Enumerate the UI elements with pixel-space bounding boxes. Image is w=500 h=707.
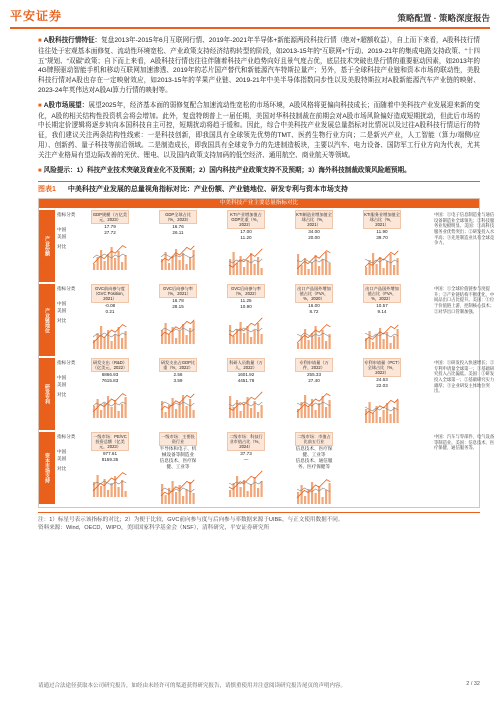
trend-minichart	[363, 243, 401, 277]
page-number: 2 / 32	[466, 681, 480, 687]
trend-bar	[229, 396, 231, 418]
trend-bar	[100, 486, 102, 497]
trend-minichart	[227, 312, 265, 346]
comparison-figure	[38, 198, 495, 508]
figure-banner: 中美科技产业主要总量指标对比	[39, 199, 479, 208]
indicator-header: GVC后向参与率（%，2021）	[159, 284, 197, 298]
trend-bar	[369, 260, 371, 275]
trend-minichart	[227, 243, 265, 277]
trend-bar	[397, 329, 399, 349]
trend-bar	[193, 410, 195, 418]
china-value: 977.61	[102, 451, 118, 457]
trend-bar	[250, 408, 252, 418]
trend-bar	[121, 262, 123, 270]
trend-bar	[386, 261, 388, 275]
trend-bar	[175, 409, 177, 418]
trend-bar	[168, 263, 170, 270]
trend-bar	[186, 489, 188, 504]
section-label: 产业份额	[39, 210, 55, 282]
indicator-header: 出口产品国外增加值占比（FVA，%，2022）	[363, 284, 401, 303]
trend-bar	[125, 397, 127, 418]
trend-bar	[168, 334, 170, 344]
trend-bar	[254, 330, 256, 344]
trend-minichart	[295, 386, 333, 420]
indicator-header: 一级市场：主要投资行业	[159, 432, 197, 446]
indicator-column	[363, 358, 401, 425]
trend-bar	[189, 399, 191, 418]
trend-minichart	[227, 465, 265, 499]
us-value: 8159.35	[101, 457, 119, 463]
indicator-column	[91, 432, 129, 499]
us-value: 信息技术、通信服务、医疗保健等	[295, 458, 333, 470]
china-value: 37.73	[240, 451, 252, 457]
trend-bar	[304, 258, 306, 275]
trend-bar	[175, 338, 177, 344]
report-body	[38, 36, 495, 532]
indicator-header: 专利申请量（万件，2022）	[295, 358, 333, 372]
indicator-column	[363, 284, 401, 351]
china-value: 24.63	[376, 377, 388, 383]
china-value: 1601.92	[237, 372, 255, 378]
trend-bar	[247, 491, 249, 497]
indicator-column	[159, 358, 197, 420]
row-header: 中国	[57, 449, 67, 455]
trend-bar	[315, 410, 317, 418]
row-header: 对比	[57, 466, 67, 472]
trend-bar	[393, 336, 395, 349]
trend-bar	[240, 487, 242, 497]
trend-bar	[257, 257, 259, 275]
source-text: 资料来源：Wind，OECD，WIPO，美国国家科学基金会（NSF），清科研究，平安证券研究所	[38, 525, 270, 532]
trend-bar	[107, 490, 109, 497]
china-value: 10.57	[376, 303, 388, 309]
trend-bar	[372, 413, 374, 423]
trend-bar	[243, 404, 245, 418]
bullet-icon: ■	[38, 167, 42, 174]
indicator-header: 一级市场：PE/VC投资总额（亿美元，2023）	[91, 432, 129, 451]
trend-minichart	[91, 386, 129, 420]
indicator-header: GVC前向参与度（GVC Position，2021）	[91, 284, 129, 303]
trend-bar	[229, 490, 231, 497]
trend-bar	[93, 264, 95, 270]
trend-bar	[322, 497, 324, 504]
company-logo: 平安证券	[10, 9, 63, 23]
trend-bar	[104, 337, 106, 349]
report-type: 策略配置 · 策略深度报告	[397, 13, 490, 23]
indicator-header: 二级市场：科技行业市值占比（%，2024）	[227, 432, 265, 451]
trend-bar	[369, 331, 371, 349]
para-lead: 风险提示：	[43, 166, 77, 174]
trend-bar	[376, 335, 378, 349]
trend-bar	[261, 481, 263, 497]
trend-bar	[301, 265, 303, 275]
trend-bar	[254, 477, 256, 497]
trend-bar	[379, 417, 381, 423]
indicator-column	[91, 358, 129, 420]
trend-bar	[243, 267, 245, 275]
trend-bar	[100, 326, 102, 349]
trend-bar	[261, 268, 263, 275]
row-header: 美国	[57, 308, 67, 314]
china-value: 17.79	[104, 224, 116, 230]
trend-minichart	[91, 238, 129, 272]
trend-bar	[318, 486, 320, 504]
trend-bar	[236, 476, 238, 497]
us-value: 11.20	[240, 235, 252, 241]
indicator-column	[159, 432, 197, 506]
trend-bar	[247, 326, 249, 344]
trend-bar	[182, 253, 184, 270]
trend-bar	[111, 341, 113, 349]
us-value: 27.40	[308, 378, 320, 384]
trend-bar	[311, 482, 313, 504]
section-note: 中国：①电子信息制造业与通信设备制造业全球领先；②科技服务业短板明显。美国：①高科技服务业优势突出；②研发投入水平高；③先进制造业具有全球竞争力。	[434, 212, 495, 246]
us-value: 26.11	[172, 230, 184, 236]
trend-bar	[125, 331, 127, 349]
trend-bar	[318, 337, 320, 349]
row-header: 美国	[57, 456, 67, 462]
trend-bar	[247, 260, 249, 275]
trend-bar	[311, 333, 313, 349]
trend-bar	[118, 411, 120, 418]
indicator-column	[227, 210, 265, 277]
indicator-column	[295, 358, 333, 420]
trend-bar	[383, 339, 385, 349]
trend-minichart	[363, 391, 401, 425]
trend-bar	[107, 396, 109, 418]
us-value: 8.72	[309, 309, 319, 315]
indicator-header: 科研人员数量（万人，2022）	[227, 358, 265, 372]
trend-bar	[114, 334, 116, 349]
para-text: 复盘2013年-2015年6月互联网行情、2019年-2021年半导体+新能源两段科技行情（绝对+超额收益），自上而下来看，A股科技行情往往处于宏观基本面修复、流动性环境宽松、产业政策支持经济结构转型的阶段，如2013-15年的“互联网+”行动、2019-21年的集成电路支持政策、“十四五”规划、“双碳”政策；自下而上来看，A股科技行情也往往伴随着科技产业趋势向好且景气度占优，底层技术突破也是行情的重要驱动因素，如2013年的4G牌照驱动智能手机和移动互联网加速渗透、2019年的芯片国产替代和新能源汽车特斯拉量产；另外，基于全球科技产业链和资本市场的联动性，美股科技行情对A股也存在一定映射效应，如2013-15年的苹果产业链、2019-21年中美半导体指数同步性以及美股特斯拉对A股新能源汽车产业链的映射、2023-24年英伟达对A股AI算力行情的映射等。	[38, 37, 480, 94]
trend-bar	[379, 257, 381, 275]
china-value: 34.00	[308, 229, 320, 235]
trend-bar	[397, 400, 399, 423]
us-value: 0.21	[105, 309, 115, 315]
trend-minichart	[295, 243, 333, 277]
page-header	[10, 0, 490, 29]
trend-bar	[304, 496, 306, 504]
trend-bar	[390, 254, 392, 275]
trend-bar	[182, 496, 184, 504]
indicator-column	[295, 432, 333, 506]
trend-bar	[193, 321, 195, 344]
trend-minichart	[159, 238, 197, 272]
trend-bar	[111, 407, 113, 418]
us-value: 28.15	[172, 304, 184, 310]
trend-bar	[189, 482, 191, 504]
china-value: 2.56	[173, 372, 183, 378]
row-header: 中国	[57, 375, 67, 381]
us-value: 22.03	[376, 383, 388, 389]
para-risk	[38, 166, 480, 177]
trend-bar	[297, 254, 299, 275]
china-value: 半导体和电子、机械设备等制造业	[159, 446, 197, 458]
notes-text: 注：1）标星号表示该指标的对比；2）为便于比较，GVC前向参与度与后向参与率数据来源于UIBE，与正文使用数据不同。	[38, 517, 344, 524]
trend-bar	[379, 328, 381, 349]
para-text: 1）科技产业技术突破及商业化不及预期；2）国内科技产业政策支持不及预期；3）海外科技制裁政策风险超预期。	[76, 166, 411, 174]
china-value: 6866.93	[101, 372, 119, 378]
china-value: 17.00	[240, 229, 252, 235]
trend-bar	[121, 404, 123, 418]
trend-bar	[236, 263, 238, 275]
trend-bar	[322, 396, 324, 418]
us-value: 27.72	[104, 230, 116, 236]
trend-bar	[390, 343, 392, 349]
us-value: 信息技术、医疗保健、工业等	[159, 458, 197, 470]
figure-caption: 中美科技产业发展的总量视角指标对比：产业份额、产业链地位、研发专利与资本市场支持	[67, 186, 348, 194]
trend-minichart	[295, 472, 333, 506]
indicator-header: KTI制造业增加值全球占比（%，2021）	[296, 212, 332, 228]
us-value: 7615.83	[101, 378, 119, 384]
trend-bar	[325, 490, 327, 504]
trend-bar	[111, 247, 113, 270]
trend-bar	[254, 264, 256, 275]
china-value: 16.78	[172, 298, 184, 304]
indicator-column	[227, 284, 265, 346]
row-header: 指标分类	[57, 286, 76, 292]
figure-notes	[38, 512, 480, 532]
indicator-column	[159, 210, 197, 272]
trend-bar	[161, 330, 163, 344]
trend-bar	[100, 410, 102, 418]
trend-bar	[125, 255, 127, 270]
bullet-icon: ■	[38, 102, 42, 109]
trend-bar	[240, 256, 242, 275]
us-value: 3.59	[173, 378, 183, 384]
row-header: 指标分类	[57, 360, 76, 366]
trend-bar	[372, 342, 374, 349]
section-label: 产业链地位	[39, 284, 55, 356]
figure-title	[38, 181, 480, 195]
para-lead: A股科技行情特征：	[43, 37, 102, 44]
trend-bar	[240, 322, 242, 344]
trend-bar	[165, 495, 167, 504]
section-note: 中国：汽车与零部件、电气设备等制造业。美国：信息技术、医疗保健、通信服务等。	[434, 434, 495, 451]
trend-bar	[182, 324, 184, 344]
trend-bar	[121, 338, 123, 349]
page-footer	[38, 681, 480, 689]
trend-bar	[186, 264, 188, 270]
trend-bar	[315, 255, 317, 275]
trend-bar	[121, 480, 123, 497]
trend-bar	[186, 406, 188, 418]
indicator-column	[159, 284, 197, 346]
trend-bar	[365, 409, 367, 423]
trend-bar	[233, 252, 235, 275]
indicator-header: 研发支出（R&D）（亿美元，2022）	[92, 360, 128, 371]
china-value: 16.76	[172, 224, 184, 230]
us-value: 4451.78	[237, 378, 255, 384]
trend-bar	[325, 407, 327, 418]
figure-number: 图表1	[38, 186, 56, 194]
row-header: 美国	[57, 234, 67, 240]
trend-bar	[189, 328, 191, 344]
row-header: 中国	[57, 227, 67, 233]
indicator-column	[91, 210, 129, 272]
trend-bar	[308, 340, 310, 349]
china-value: 255.33	[306, 372, 322, 378]
trend-minichart	[159, 312, 197, 346]
para-lead: A股市场展望：	[43, 101, 89, 109]
trend-bar	[257, 323, 259, 344]
trend-minichart	[91, 465, 129, 499]
trend-bar	[189, 257, 191, 270]
trend-bar	[386, 403, 388, 423]
trend-bar	[118, 251, 120, 270]
trend-bar	[329, 263, 331, 275]
trend-bar	[383, 268, 385, 275]
para-text: 展望2025年，经济基本面的弱修复配合加速流动性宽松的市场环境，A股风格将更偏向科技成长；而随着中美科技产业发展迎来新的变化，A股的相关结构性投资机会将会增加。此外，复盘特朗普上一届任期，美国对华科技制裁在前期会对A股市场风险偏好造成短期扰动，但此后市场的中长期定价逻辑将逐步转向本国科技自主可控，短期扰动将趋于缓和。因此，综合中美科技产业发展总量指标对比情况以及过往A股科技行情运行的特征，我们建议关注两条结构性线索：一是科技创新，即我国具有全球领先优势的TMT、医药生物行业方向；二是新兴产业，人工智能（算力/端侧/应用）、创新药、量子科技等前沿领域。二是制造成长，即我国具有全球竞争力的先进制造板块，主要以汽车、电力设备、国防军工行业方向为代表，尤其关注产业格局有望边际改善的光伏、锂电、以及国内政策支持加码的低空经济、通用航空、商业航天等领域。	[38, 101, 480, 159]
trend-bar	[393, 265, 395, 275]
us-value: 39.70	[376, 235, 388, 241]
para-features	[38, 36, 480, 96]
indicator-header: 出口产品国外增加值占比（FVA，%，2020）	[295, 284, 333, 303]
trend-bar	[172, 481, 174, 504]
trend-bar	[100, 250, 102, 270]
indicator-column	[295, 210, 333, 277]
indicator-header: 研发支出占GDP比重（%，2022）	[160, 360, 196, 371]
trend-bar	[329, 400, 331, 418]
trend-bar	[193, 250, 195, 270]
trend-minichart	[227, 386, 265, 420]
bullet-icon: ■	[38, 38, 42, 44]
trend-bar	[186, 335, 188, 344]
trend-bar	[261, 405, 263, 418]
trend-bar	[114, 258, 116, 270]
trend-minichart	[91, 317, 129, 351]
section-note: 中国：①全球价值链参与度提升；②产业链结构不断优化，中间品出口占比提升。美国：①位于价值链上游，控制核心技术；②对华出口管制加强。	[434, 286, 495, 314]
us-value: —	[243, 457, 249, 463]
trend-bar	[383, 410, 385, 423]
trend-bar	[376, 264, 378, 275]
indicator-header: KTI产业增加值占GDP比重（%，2022）	[227, 210, 265, 229]
china-value: 11.25	[240, 298, 252, 304]
trend-bar	[297, 343, 299, 349]
row-header: 对比	[57, 392, 67, 398]
trend-bar	[104, 261, 106, 270]
indicator-column	[91, 284, 129, 351]
trend-bar	[240, 411, 242, 418]
row-header: 指标分类	[57, 434, 76, 440]
trend-bar	[165, 412, 167, 418]
trend-bar	[179, 331, 181, 344]
trend-bar	[325, 341, 327, 349]
trend-minichart	[363, 317, 401, 351]
row-header: 对比	[57, 244, 67, 250]
trend-bar	[304, 395, 306, 418]
indicator-column	[227, 432, 265, 499]
us-value: 10.90	[240, 304, 252, 310]
indicator-column	[295, 284, 333, 351]
trend-bar	[250, 337, 252, 344]
trend-bar	[97, 333, 99, 349]
trend-bar	[243, 333, 245, 344]
trend-bar	[397, 258, 399, 275]
trend-bar	[311, 262, 313, 275]
trend-bar	[233, 336, 235, 344]
trend-bar	[175, 249, 177, 270]
trend-bar	[118, 327, 120, 349]
indicator-header: GVC后向参与率（%，2022）	[227, 284, 265, 298]
trend-minichart	[159, 472, 197, 506]
china-value: 16.00	[308, 303, 320, 309]
trend-bar	[125, 491, 127, 497]
trend-minichart	[159, 386, 197, 420]
trend-bar	[257, 412, 259, 418]
section-label: 资本市场支持	[39, 432, 55, 504]
trend-bar	[315, 326, 317, 349]
trend-bar	[322, 330, 324, 349]
row-header: 美国	[57, 382, 67, 388]
indicator-header: 专利申请量（PCT）全球占比（%，2022）	[364, 360, 400, 376]
us-value: 9.14	[377, 309, 387, 315]
para-outlook	[38, 101, 480, 161]
trend-bar	[304, 329, 306, 349]
trend-bar	[322, 259, 324, 275]
china-value: 11.90	[376, 229, 388, 235]
row-header: 对比	[57, 318, 67, 324]
trend-bar	[325, 252, 327, 275]
trend-bar	[118, 487, 120, 497]
indicator-header: GDP全球占比（%，2023）	[159, 210, 197, 224]
trend-bar	[250, 253, 252, 275]
indicator-header: KTI服务业增加值全球占比（%，2021）	[364, 212, 400, 228]
trend-bar	[193, 493, 195, 504]
trend-bar	[308, 269, 310, 275]
trend-bar	[261, 334, 263, 344]
trend-bar	[329, 483, 331, 504]
indicator-header: 二级市场：市值占比前五行业	[295, 432, 333, 446]
indicator-column	[363, 210, 401, 277]
indicator-header: GDP规模（万亿美元，2023）	[92, 212, 128, 223]
section-label: 研发专利	[39, 358, 55, 430]
trend-bar	[365, 267, 367, 275]
trend-bar	[172, 398, 174, 418]
row-header: 中国	[57, 301, 67, 307]
trend-bar	[257, 488, 259, 497]
china-value: 信息技术、医疗保健、工业等	[295, 446, 333, 458]
section-note: 中国：①研发投入快速增长；②专利申请量全球第一；③基础研究投入占比偏低。美国：①研发投入全球第一；②基础研究实力雄厚；③企业研发主体地位突出。	[434, 360, 495, 394]
trend-bar	[175, 492, 177, 504]
indicator-column	[227, 358, 265, 420]
trend-bar	[250, 484, 252, 497]
trend-bar	[308, 406, 310, 418]
us-value: 20.00	[308, 235, 320, 241]
trend-bar	[179, 260, 181, 270]
row-header: 指标分类	[57, 212, 76, 218]
trend-bar	[390, 414, 392, 423]
footer-disclaimer: 请通过合法途径获取本公司研究报告，如经由未经许可的渠道获得研究报告，请慎重使用并注意阅读研究报告尾页的声明内容。	[38, 683, 347, 689]
trend-bar	[318, 266, 320, 275]
china-value: -0.08	[104, 303, 116, 309]
trend-bar	[315, 493, 317, 504]
trend-minichart	[295, 317, 333, 351]
